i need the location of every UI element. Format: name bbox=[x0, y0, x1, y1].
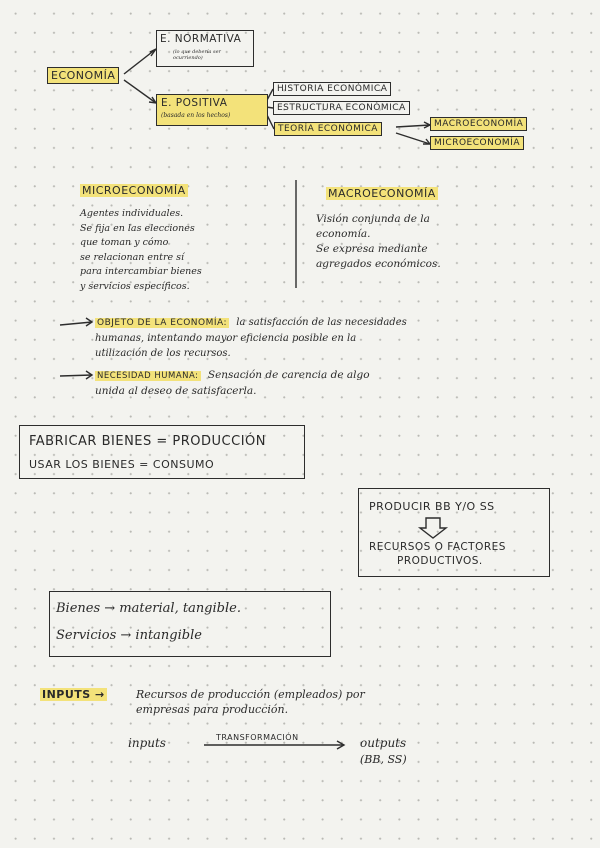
micro-line: Se fija en las elecciones bbox=[80, 222, 195, 234]
macro-line: Visión conjunda de la bbox=[316, 213, 430, 225]
objeto-line: humanas, intentando mayor eficiencia posible en la bbox=[95, 333, 357, 344]
micro-line: que toman y cómo bbox=[80, 237, 169, 248]
flow-inputs: inputs bbox=[128, 736, 166, 750]
inputs-line: Recursos de producción (empleados) por bbox=[136, 688, 365, 701]
recursos-line: RECURSOS O FACTORES bbox=[369, 541, 506, 553]
objeto-term: OBJETO DE LA ECONOMÍA: bbox=[97, 318, 228, 328]
micro-body bbox=[80, 207, 202, 294]
normativa-box bbox=[156, 30, 254, 67]
positiva-box bbox=[156, 94, 268, 126]
objeto-line: la satisfacción de las necesidades bbox=[236, 317, 407, 328]
tree-root-economia: ECONOMÍA bbox=[47, 67, 119, 84]
necesidad-term: NECESIDAD HUMANA: bbox=[97, 371, 199, 381]
objeto-line: utilización de los recursos. bbox=[95, 348, 231, 359]
necesidad-line: Sensación de carencia de algo bbox=[207, 369, 370, 381]
historia-economica: HISTORIA ECONÓMICA bbox=[273, 82, 391, 96]
macro-line: Se expresa mediante bbox=[316, 243, 428, 255]
inputs-definition bbox=[136, 687, 365, 717]
objeto-definition bbox=[95, 315, 407, 361]
produccion-line: FABRICAR BIENES = PRODUCCIÓN bbox=[29, 434, 266, 449]
micro-line: Agentes individuales. bbox=[80, 208, 184, 219]
flow-outputs-sub: (BB, SS) bbox=[360, 753, 407, 766]
macro-body bbox=[316, 212, 441, 272]
positiva-note: (basada en los hechos) bbox=[161, 112, 231, 119]
tree-microeconomia: MICROECONOMÍA bbox=[430, 136, 524, 150]
flow-transformacion: TRANSFORMACIÓN bbox=[216, 733, 299, 742]
macro-line: agregados económicos. bbox=[316, 258, 441, 270]
consumo-line: USAR LOS BIENES = CONSUMO bbox=[29, 458, 215, 471]
necesidad-line: unida al deseo de satisfacerla. bbox=[95, 385, 257, 397]
normativa-note: (lo que debería ser ocurriendo) bbox=[173, 49, 221, 61]
inputs-term: INPUTS → bbox=[42, 688, 105, 701]
micro-line: para intercambiar bienes bbox=[80, 266, 202, 277]
flow-outputs: outputs bbox=[360, 736, 407, 750]
macro-line: economía. bbox=[316, 228, 371, 240]
micro-title: MICROECONOMÍA bbox=[82, 184, 186, 197]
micro-line: se relacionan entre sí bbox=[80, 251, 185, 263]
bienes-box bbox=[49, 591, 331, 657]
micro-line: y servicios específicos. bbox=[80, 280, 190, 292]
macro-title: MACROECONOMÍA bbox=[328, 187, 436, 200]
recursos-box bbox=[358, 488, 550, 577]
necesidad-definition bbox=[95, 368, 370, 399]
teoria-economica: TEORÍA ECONÓMICA bbox=[274, 122, 382, 136]
normativa-label: E. NORMATIVA bbox=[160, 33, 242, 45]
tree-macroeconomia: MACROECONOMÍA bbox=[430, 117, 527, 131]
servicios-line: Servicios → intangible bbox=[56, 628, 202, 643]
produccion-box bbox=[19, 425, 305, 479]
estructura-economica: ESTRUCTURA ECONÓMICA bbox=[273, 101, 410, 115]
inputs-line: empresas para producción. bbox=[136, 703, 289, 716]
recursos-line: PRODUCIR BB Y/O SS bbox=[369, 500, 495, 513]
positiva-label: E. POSITIVA bbox=[161, 97, 228, 109]
bienes-line: Bienes → material, tangible. bbox=[56, 601, 241, 616]
recursos-line: PRODUCTIVOS. bbox=[397, 555, 483, 567]
